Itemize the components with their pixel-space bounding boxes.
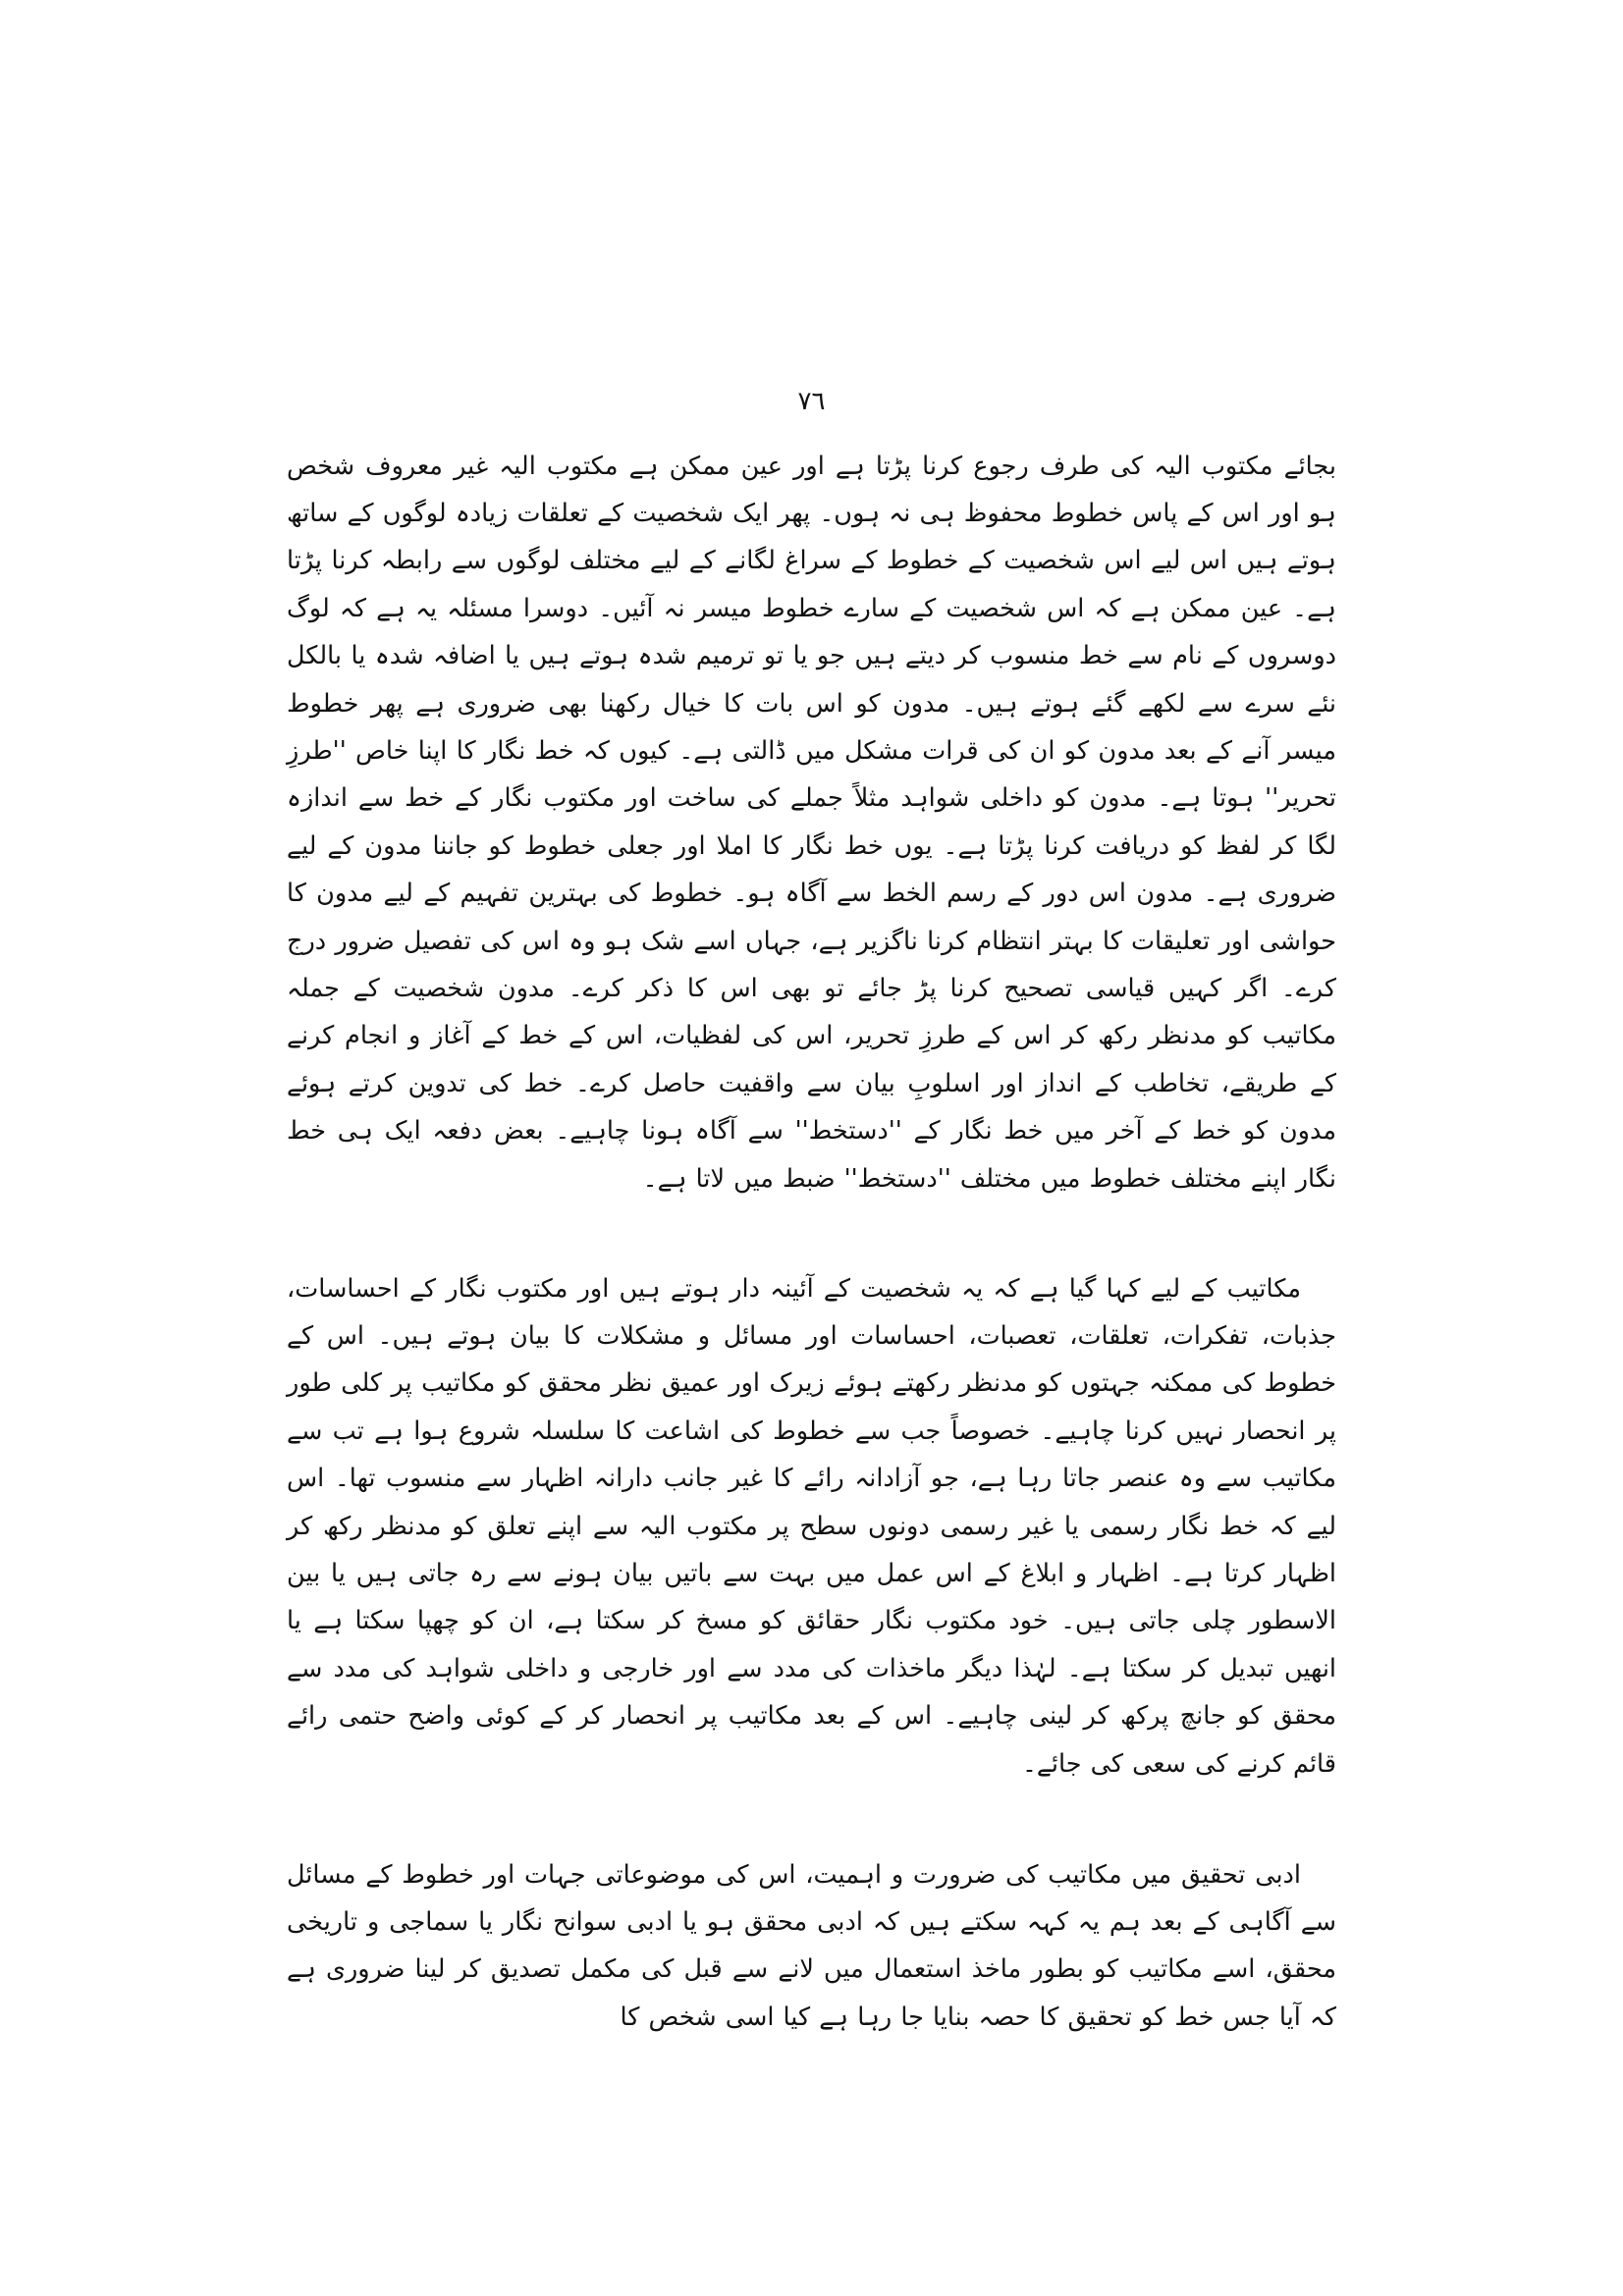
- paragraph: ادبی تحقیق میں مکاتیب کی ضرورت و اہمیت، اس کی موضوعاتی جہات اور خطوط کے مسائل سے آگاہی کے بعد ہم یہ کہہ سکتے ہیں کہ ادبی محقق ہو یا ادبی سوانح نگار یا سماجی و تاریخی محقق، اسے مکاتیب کو بطور ماخذ استعمال میں لانے سے قبل کی مکمل تصدیق کر لینا ضروری ہے کہ آیا جس خط کو تحقیق کا حصہ بنایا جا رہا ہے کیا اسی شخص کا: [287, 1859, 1336, 2032]
- page-number: ۷٦: [797, 387, 826, 416]
- paragraph: بجائے مکتوب الیہ کی طرف رجوع کرنا پڑتا ہے اور عین ممکن ہے مکتوب الیہ غیر معروف شخص ہو اور اس کے پاس خطوط محفوظ ہی نہ ہوں۔ پھر ایک شخصیت کے تعلقات زیادہ لوگوں کے ساتھ ہوتے ہیں اس لیے اس شخصیت کے خطوط کے سراغ لگانے کے لیے مختلف لوگوں سے رابطہ کرنا پڑتا ہے۔ عین ممکن ہے کہ اس شخصیت کے سارے خطوط میسر نہ آئیں۔ دوسرا مسئلہ یہ ہے کہ لوگ دوسروں کے نام سے خط منسوب کر دیتے ہیں جو یا تو ترمیم شدہ ہوتے ہیں یا اضافہ شدہ یا بالکل نئے سرے سے لکھے گئے ہوتے ہیں۔ مدون کو اس بات کا خیال رکھنا بھی ضروری ہے پھر خطوط میسر آنے کے بعد مدون کو ان کی قرات مشکل میں ڈالتی ہے۔ کیوں کہ خط نگار کا اپنا خاص ''طرزِ تحریر'' ہوتا ہے۔ مدون کو داخلی شواہد مثلاً جملے کی ساخت اور مکتوب نگار کے خط سے اندازہ لگا کر لفظ کو دریافت کرنا پڑتا ہے۔ یوں خط نگار کا املا اور جعلی خطوط کو جاننا مدون کے لیے ضروری ہے۔ مدون اس دور کے رسم الخط سے آگاہ ہو۔ خطوط کی بہترین تفہیم کے لیے مدون کا حواشی اور تعلیقات کا بہتر انتظام کرنا ناگزیر ہے، جہاں اسے شک ہو وہ اس کی تفصیل ضرور درج کرے۔ اگر کہیں قیاسی تصحیح کرنا پڑ جائے تو بھی اس کا ذکر کرے۔ مدون شخصیت کے جملہ مکاتیب کو مدنظر رکھ کر اس کے طرزِ تحریر، اس کی لفظیات، اس کے خط کے آغاز و انجام کرنے کے طریقے، تخاطب کے انداز اور اسلوبِ بیان سے واقفیت حاصل کرے۔ خط کی تدوین کرتے ہوئے مدون کو خط کے آخر میں خط نگار کے ''دستخط'' سے آگاہ ہونا چاہیے۔ بعض دفعہ ایک ہی خط نگار اپنے مختلف خطوط میں مختلف ''دستخط'' ضبط میں لاتا ہے۔: [287, 451, 1336, 1194]
- paragraph: مکاتیب کے لیے کہا گیا ہے کہ یہ شخصیت کے آئینہ دار ہوتے ہیں اور مکتوب نگار کے احساسات، جذبات، تفکرات، تعلقات، تعصبات، احساسات اور مسائل و مشکلات کا بیان ہوتے ہیں۔ اس کے خطوط کی ممکنہ جہتوں کو مدنظر رکھتے ہوئے زیرک اور عمیق نظر محقق کو مکاتیب پر کلی طور پر انحصار نہیں کرنا چاہیے۔ خصوصاً جب سے خطوط کی اشاعت کا سلسلہ شروع ہوا ہے تب سے مکاتیب سے وہ عنصر جاتا رہا ہے، جو آزادانہ رائے کا غیر جانب دارانہ اظہار سے منسوب تھا۔ اس لیے کہ خط نگار رسمی یا غیر رسمی دونوں سطح پر مکتوب الیہ سے اپنے تعلق کو مدنظر رکھ کر اظہار کرتا ہے۔ اظہار و ابلاغ کے اس عمل میں بہت سے باتیں بیان ہونے سے رہ جاتی ہیں یا بین الاسطور چلی جاتی ہیں۔ خود مکتوب نگار حقائق کو مسخ کر سکتا ہے، ان کو چھپا سکتا ہے یا انھیں تبدیل کر سکتا ہے۔ لہٰذا دیگر ماخذات کی مدد سے اور خارجی و داخلی شواہد کی مدد سے محقق کو جانچ پرکھ کر لینی چاہیے۔ اس کے بعد مکاتیب پر انحصار کر کے کوئی واضح حتمی رائے قائم کرنے کی سعی کی جائے۔: [287, 1273, 1336, 1779]
